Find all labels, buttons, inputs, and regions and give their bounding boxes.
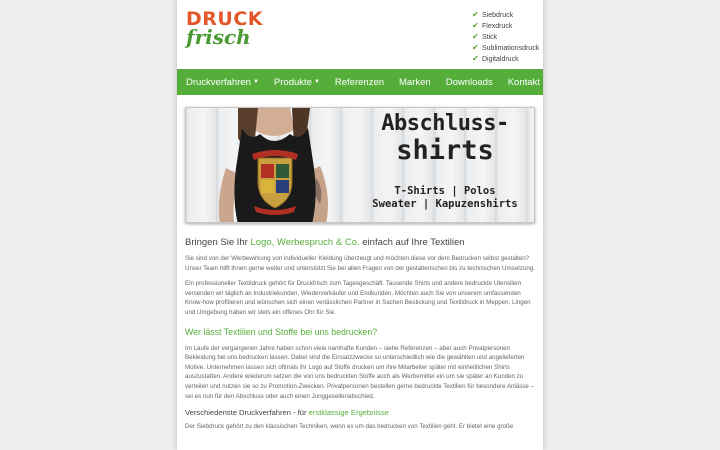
main-content: [185, 236, 535, 438]
nav-item-druckverfahren[interactable]: Druckverfahren ▼: [186, 76, 259, 88]
caret-down-icon: ▼: [313, 78, 320, 85]
logo-line-2: frisch: [186, 25, 251, 49]
intro-heading: Bringen Sie Ihr Logo, Werbespruch & Co. einfach auf Ihre Textilien: [185, 237, 465, 248]
intro-heading-link[interactable]: Logo, Werbespruch & Co.: [250, 237, 360, 248]
feature-item: ✔ Stick: [472, 32, 498, 41]
intro-paragraph-1: Sie sind von der Werbewirkung von individueller Kleidung überzeugt und möchten diese vor dem Bedrucken selbst gestalten? Unser Team hilft Ihnen gerne weiter und unterstützt Sie bei allen Fragen von der gestalterischen bis zu technischen Umsetzung.: [185, 255, 536, 272]
caret-down-icon: ▼: [252, 78, 259, 85]
nav-item-marken[interactable]: Marken: [399, 76, 431, 88]
checkmark-icon: ✔: [472, 21, 479, 30]
checkmark-icon: ✔: [472, 43, 479, 52]
nav-item-referenzen[interactable]: Referenzen: [334, 76, 385, 88]
feature-item: ✔ Flexdruck: [472, 21, 513, 30]
checkmark-icon: ✔: [472, 32, 479, 41]
nav-item-kontakt[interactable]: Kontakt: [507, 76, 540, 88]
methods-paragraph: Der Siebdruck gehört zu den klassischen Techniken, wenn es um das bedrucken von Textilien geht. Er bietet eine große: [185, 423, 514, 431]
section-heading-customers: Wer lässt Textilien und Stoffe bei uns bedrucken?: [185, 326, 378, 337]
page-container: [177, 0, 543, 450]
feature-item: ✔ Siebdruck: [472, 10, 514, 19]
hero-subtitle-line-1: T-Shirts | Polos: [394, 185, 496, 197]
main-nav: [177, 69, 543, 95]
logo-line-1: DRUCK: [186, 8, 263, 30]
feature-list: [472, 10, 539, 65]
hero-title-line-1: Abschluss-: [381, 111, 509, 136]
model-wearing-shirt-image: [198, 108, 348, 223]
checkmark-icon: ✔: [472, 10, 479, 19]
nav-item-downloads[interactable]: Downloads: [445, 76, 493, 88]
feature-item: ✔ Sublimationsdruck: [472, 43, 540, 52]
feature-item: ✔ Digitaldruck: [472, 54, 519, 63]
intro-paragraph-2: Ein professioneller Textildruck gehört für Druckfrisch zum Tagesgeschäft. Tausende Shirts und andere bedruckte Utensilien versenden wir täglich an Industriekunden, Wiederverkäufer und Endkunden. Möchten auch Sie von unserem umfassenden Know-how profitieren und wünschen sich einen verlässlichen Partner in Sachen Bestickung und Textildruck in Meppen, Lingen und Umgebung haben wir stets ein offenes Ohr für Sie.: [185, 280, 531, 316]
customers-paragraph: Im Laufe der vergangenen Jahre haben schon viele namhafte Kunden – siehe Referenzen – aber auch Privatpersonen Bekleidung bei uns bedrucken lassen. Dabei sind die Einsatzzwecke so unterschiedlich wie die gewählten und angelieferten Motive. Unternehmen lassen sich oftmals ihr Logo auf Stoffe drucken um ihre Mitarbeiter später mit einheitlichen Shirts auszustatten. Andere wiederum setzen die von uns bedruckten Stoffe auch als Werbemittel ein um sie später an Kunden zu verteilen und nutzen sie so zu Promotion-Zwecken. Privatpersonen bestellen gerne bedruckte Textilien für besondere Anlässe – sei es nun für den Abschluss oder auch einen Junggesellenabschied.: [185, 344, 534, 400]
druckfrisch-logo[interactable]: [186, 8, 266, 49]
hero-subtitle-line-2: Sweater | Kapuzenshirts: [372, 198, 518, 210]
nav-item-produkte[interactable]: Produkte ▼: [273, 76, 320, 88]
hero-banner[interactable]: [185, 107, 535, 223]
hero-title-line-2: shirts: [396, 135, 494, 166]
section-heading-methods: Verschiedenste Druckverfahren - für erstklassige Ergebnisse: [185, 408, 389, 418]
checkmark-icon: ✔: [472, 54, 479, 63]
methods-heading-link[interactable]: erstklassige Ergebnisse: [308, 408, 389, 418]
